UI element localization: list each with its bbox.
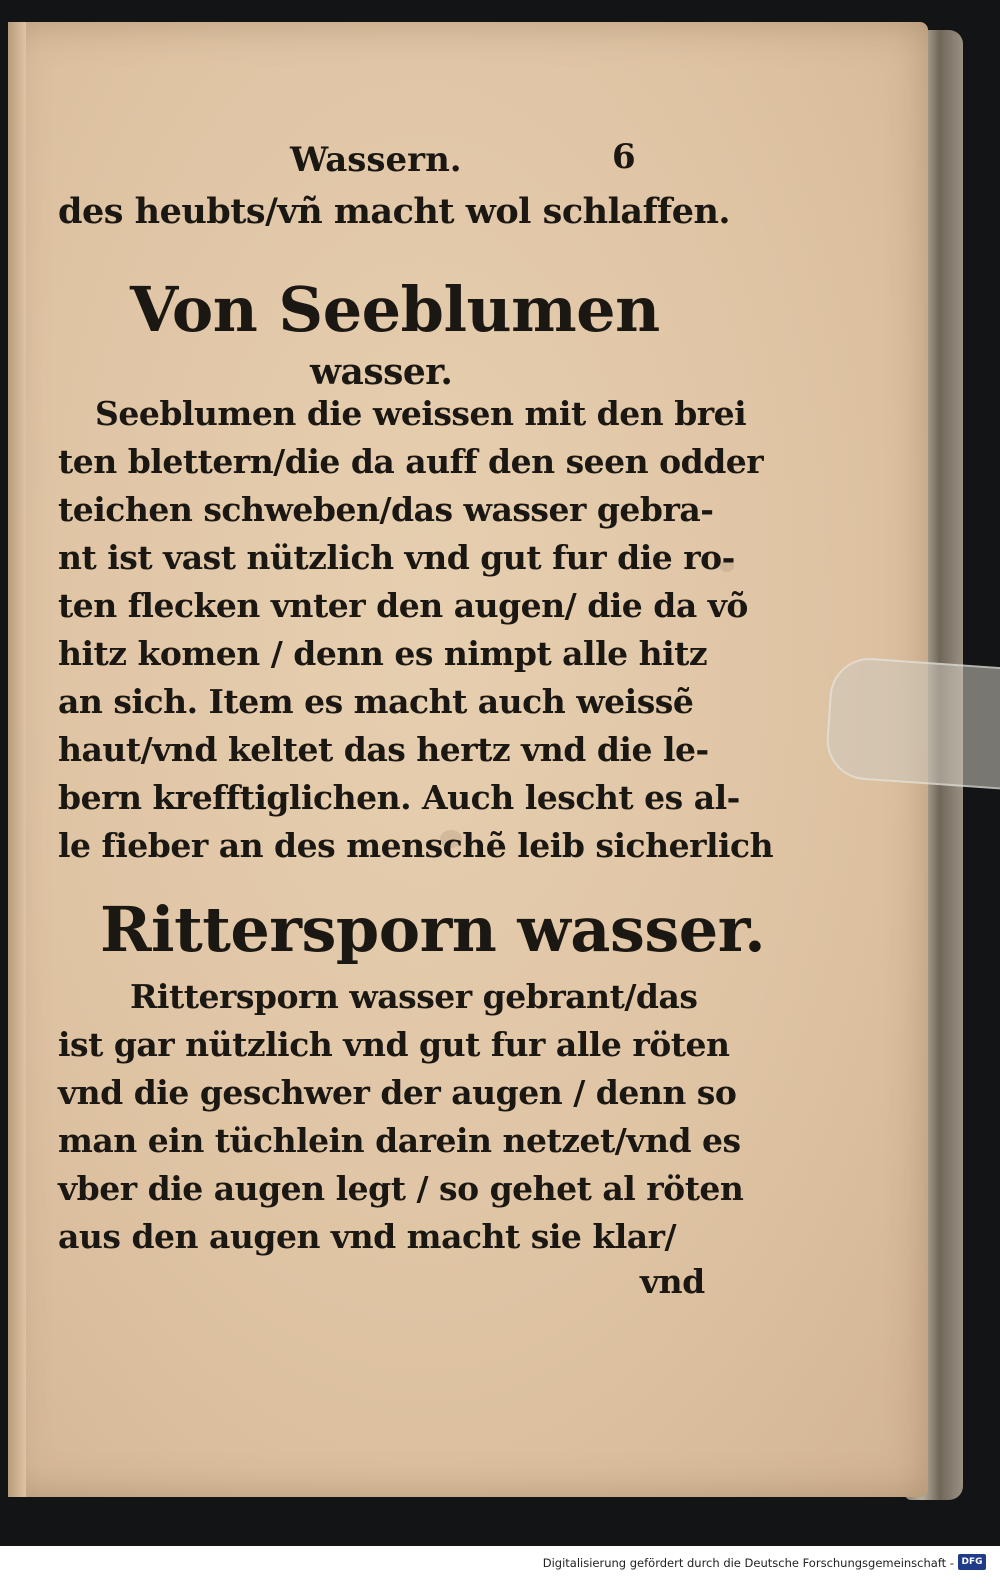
text-line: bern krefftiglichen. Auch lescht es al- — [58, 778, 740, 817]
section-heading-seeblumen-cont: wasser. — [310, 351, 453, 393]
funding-credit: Digitalisierung gefördert durch die Deutsche Forschungsgemeinschaft - — [542, 1556, 954, 1570]
text-line: haut/vnd keltet das hertz vnd die le- — [58, 730, 709, 769]
text-line: ten flecken vnter den augen/ die da võ — [58, 586, 748, 625]
text-line: ist gar nützlich vnd gut fur alle röten — [58, 1025, 730, 1064]
section-heading-rittersporn: Rittersporn wasser. — [100, 893, 766, 966]
text-line: teichen schweben/das wasser gebra- — [58, 490, 714, 529]
text-line: Rittersporn wasser gebrant/das — [130, 977, 698, 1016]
text-line: Seeblumen die weissen mit den brei — [95, 394, 747, 433]
catchword: vnd — [640, 1262, 705, 1301]
page-number: 6 — [612, 137, 636, 177]
text-line: des heubts/vñ macht wol schlaffen. — [58, 191, 731, 232]
text-line: aus den augen vnd macht sie klar/ — [58, 1217, 677, 1256]
text-line: hitz komen / denn es nimpt alle hitz — [58, 634, 708, 673]
running-head: Wassern. — [290, 140, 462, 180]
section-heading-seeblumen: Von Seeblumen — [130, 273, 660, 346]
dfg-logo-icon: DFG — [958, 1554, 986, 1570]
page-gutter — [8, 22, 26, 1497]
text-line: vber die augen legt / so gehet al röten — [58, 1169, 744, 1208]
text-line: an sich. Item es macht auch weissẽ — [58, 682, 694, 721]
text-line: nt ist vast nützlich vnd gut fur die ro- — [58, 538, 735, 577]
plastic-page-tab — [824, 655, 1000, 790]
text-line: vnd die geschwer der augen / denn so — [58, 1073, 737, 1112]
text-line: man ein tüchlein darein netzet/vnd es — [58, 1121, 741, 1160]
text-line: ten blettern/die da auff den seen odder — [58, 442, 764, 481]
text-line: le fieber an des menschẽ leib sicherlich — [58, 826, 774, 865]
